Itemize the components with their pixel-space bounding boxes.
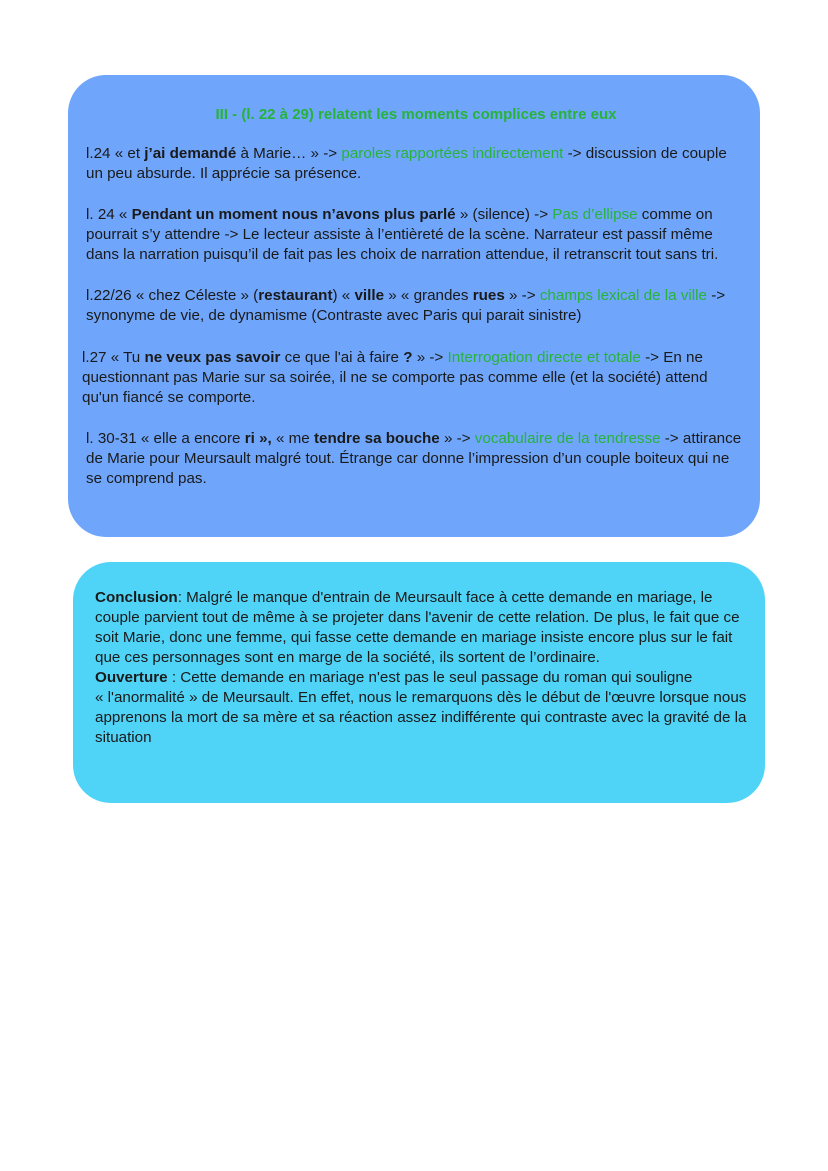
text-span: « me: [271, 430, 314, 447]
analysis-paragraph-4: [82, 348, 746, 408]
highlight-term: vocabulaire de la tendresse: [474, 430, 661, 447]
analysis-paragraph-5: [86, 429, 746, 489]
text-span: l.27 « Tu: [82, 349, 145, 366]
text-span: à Marie… » ->: [236, 145, 342, 162]
conclusion-paragraph: [95, 588, 751, 668]
text-span: -> discussion de couple un peu absurde. Il apprécie sa présence.: [86, 145, 727, 182]
opening-text-continued: « l'anormalité » de Meursault. En effet, nous le remarquons dès le début de l'œuvre lorsque nous apprenons la mort de sa mère et sa réaction assez indifférente qui contraste avec la gravité de la situation: [95, 689, 747, 746]
opening-label: Ouverture: [95, 669, 168, 686]
bold-quote: ri »,: [244, 430, 272, 447]
text-span: ce que l'ai à faire: [280, 349, 404, 366]
bold-quote: ?: [403, 349, 413, 366]
text-span: » ->: [439, 430, 475, 447]
conclusion-label: Conclusion: [95, 589, 178, 606]
text-span: » ->: [504, 287, 540, 304]
conclusion-text: : Malgré le manque d'entrain de Meursault face à cette demande en mariage, le couple parvient tout de même à se projeter dans l'avenir de cette relation. De plus, le fait que ce soit Marie, donc une femme, qui fasse cette demande en mariage insiste encore plus sur le fait que ces personnages sont en marge de la société, ils sortent de l’ordinaire.: [95, 589, 740, 666]
analysis-paragraph-1: [86, 144, 746, 184]
analysis-paragraph-3: [86, 286, 746, 326]
opening-text: : Cette demande en mariage n'est pas le seul passage du roman qui souligne: [167, 669, 693, 686]
conclusion-card: [73, 562, 765, 803]
text-span: » « grandes: [384, 287, 473, 304]
text-span: comme on pourrait s’y attendre -> Le lecteur assiste à l’entièreté de la scène. Narrateur est passif même dans la narration puisqu’il de fait pas les choix de narration attendue, il retranscrit tout sans tri.: [86, 206, 719, 263]
text-span: » ->: [412, 349, 448, 366]
text-span: l.22/26 « chez Céleste » (: [86, 287, 259, 304]
highlight-term: champs lexical de la ville: [539, 287, 707, 304]
bold-quote: rues: [472, 287, 505, 304]
text-span: l. 30-31 « elle a encore: [86, 430, 245, 447]
text-span: -> attirance de Marie pour Meursault malgré tout. Étrange car donne l’impression d’un couple boiteux qui ne se comprend pas.: [86, 430, 742, 487]
text-span: -> En ne questionnant pas Marie sur sa soirée, il ne se comporte pas comme elle (et la société) attend qu'un fiancé se comporte.: [82, 349, 708, 406]
bold-quote: ne veux pas savoir: [144, 349, 281, 366]
analysis-paragraph-2: [86, 205, 746, 265]
bold-quote: tendre sa bouche: [313, 430, 440, 447]
text-span: ) «: [332, 287, 355, 304]
highlight-term: Interrogation directe et totale: [447, 349, 641, 366]
opening-paragraph-continued: [95, 688, 751, 748]
text-span: -> synonyme de vie, de dynamisme (Contraste avec Paris qui parait sinistre): [86, 287, 726, 324]
bold-quote: restaurant: [258, 287, 333, 304]
analysis-card: [68, 75, 760, 537]
text-span: l.24 « et: [86, 145, 145, 162]
highlight-term: paroles rapportées indirectement: [341, 145, 564, 162]
highlight-term: Pas d’ellipse: [552, 206, 638, 223]
bold-quote: Pendant un moment nous n’avons plus parlé: [131, 206, 456, 223]
text-span: l. 24 «: [86, 206, 132, 223]
section-title: III - (l. 22 à 29) relatent les moments complices entre eux: [215, 106, 617, 123]
bold-quote: j’ai demandé: [144, 145, 237, 162]
text-span: » (silence) ->: [455, 206, 553, 223]
bold-quote: ville: [354, 287, 385, 304]
opening-paragraph: [95, 668, 751, 688]
